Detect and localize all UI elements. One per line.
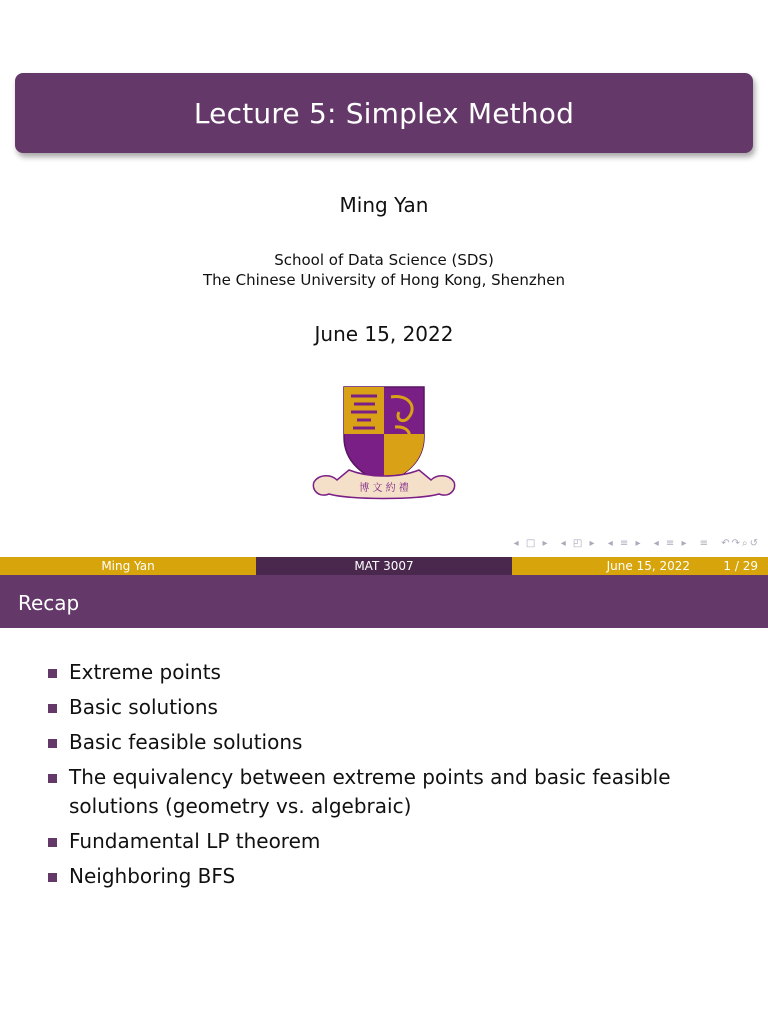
presentation-date: June 15, 2022 [314, 322, 454, 346]
list-item: Basic solutions [0, 693, 768, 722]
svg-text:博 文 約 禮: 博 文 約 禮 [359, 483, 409, 494]
author-name: Ming Yan [339, 193, 429, 217]
footer-bar [0, 557, 768, 575]
recap-slide [0, 575, 768, 1024]
page-title: Lecture 5: Simplex Method [193, 96, 575, 130]
frame-title-bar [0, 575, 768, 628]
bullet-icon [48, 774, 57, 783]
recap-list [0, 658, 768, 897]
list-item: Extreme points [0, 658, 768, 687]
frame-title: Recap [18, 591, 80, 615]
nav-toc-icon[interactable]: ≡ [699, 538, 711, 549]
title-box [15, 73, 753, 153]
cuhk-crest-icon [309, 382, 459, 502]
list-item: Fundamental LP theorem [0, 827, 768, 856]
nav-search-icon[interactable]: ↶↷⌕↺ [721, 538, 760, 549]
nav-section-icon[interactable]: ◂ ≡ ▸ [607, 538, 643, 549]
list-item: The equivalency between extreme points and basic feasible solutions (geometry vs. algebraic) [0, 763, 768, 821]
list-item: Neighboring BFS [0, 862, 768, 891]
bullet-icon [48, 873, 57, 882]
institute-line-2: The Chinese University of Hong Kong, Shenzhen [203, 271, 565, 289]
bullet-icon [48, 838, 57, 847]
footer-author: Ming Yan [0, 557, 256, 575]
footer-right [512, 557, 768, 575]
bullet-icon [48, 669, 57, 678]
footer-course: MAT 3007 [256, 557, 512, 575]
footer-page-number: 1 / 29 [723, 559, 758, 573]
bullet-icon [48, 704, 57, 713]
nav-subsection-icon[interactable]: ◂ ◰ ▸ [560, 538, 597, 549]
nav-frame-icon[interactable]: ◂ □ ▸ [513, 538, 550, 549]
beamer-navigation[interactable] [508, 538, 760, 549]
footer-date: June 15, 2022 [606, 559, 690, 573]
nav-part-icon[interactable]: ◂ ≡ ▸ [653, 538, 689, 549]
list-item: Basic feasible solutions [0, 728, 768, 757]
bullet-icon [48, 739, 57, 748]
institute-line-1: School of Data Science (SDS) [274, 251, 494, 269]
